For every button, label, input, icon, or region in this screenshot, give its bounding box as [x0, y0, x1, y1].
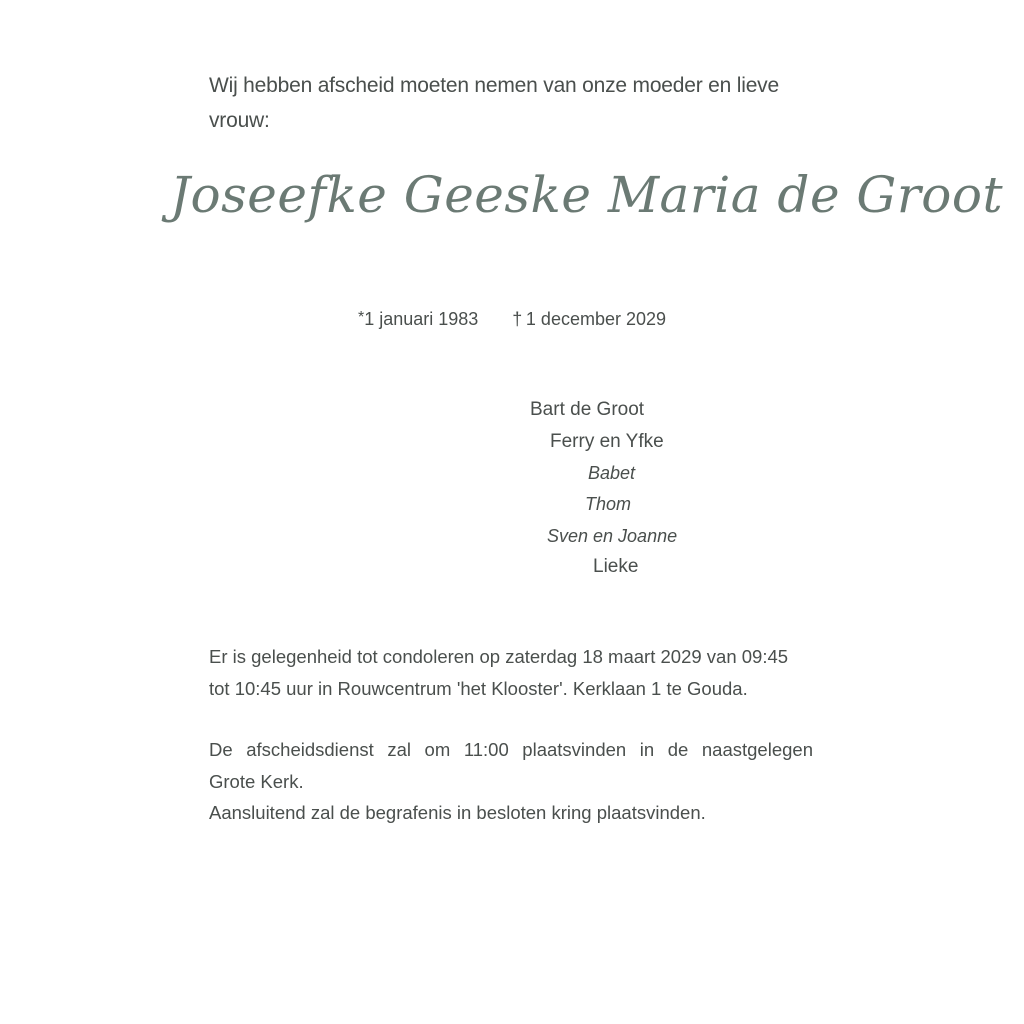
intro-text: Wij hebben afscheid moeten nemen van onze moeder en lieve vrouw:: [209, 74, 779, 132]
death-date: 1 december 2029: [525, 309, 667, 329]
family-member: Sven en Joanne: [547, 526, 678, 546]
death-symbol: †: [512, 309, 523, 329]
birth-symbol: *: [357, 309, 365, 326]
family-member: Thom: [585, 494, 632, 514]
burial-text: Aansluitend zal de begrafenis in besloten kring plaatsvinden.: [209, 802, 706, 823]
service-line-1: De afscheidsdienst zal om 11:00 plaatsvinden in de naastgelegen: [209, 739, 813, 760]
deceased-name: Joseefke Geeske Maria de Groot: [170, 166, 1004, 224]
family-member: Bart de Groot: [530, 399, 645, 420]
condolence-text: Er is gelegenheid tot condoleren op zaterdag 18 maart 2029 van 09:45 tot 10:45 uur in Rouwcentrum 'het Klooster'. Kerklaan 1 te Gouda.: [209, 646, 789, 699]
service-line-2: Grote Kerk.: [209, 770, 304, 792]
family-member: Babet: [588, 463, 636, 483]
family-member: Ferry en Yfke: [550, 431, 664, 452]
birth-date: 1 januari 1983: [364, 309, 479, 329]
service-text: [209, 734, 813, 829]
family-member: Lieke: [593, 556, 639, 577]
